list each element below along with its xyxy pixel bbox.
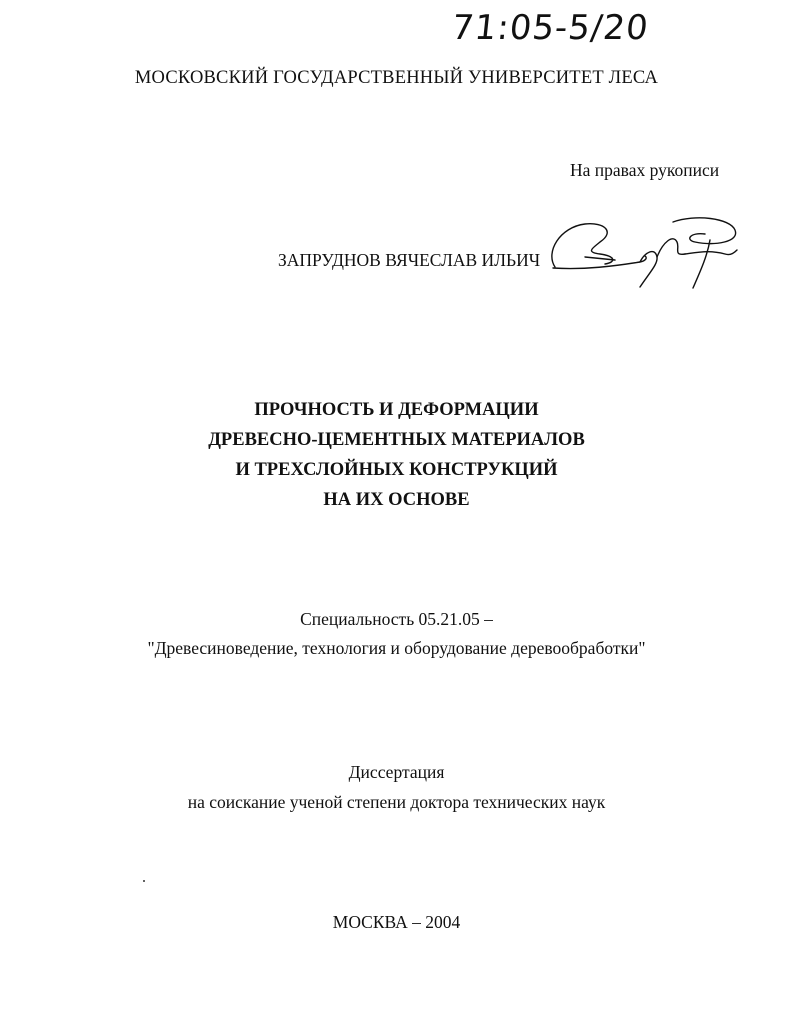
dissertation-title-line-2: ДРЕВЕСНО-ЦЕМЕНТНЫХ МАТЕРИАЛОВ	[208, 430, 585, 450]
specialty-code: Специальность 05.21.05 –	[300, 609, 493, 629]
rights-note: На правах рукописи	[570, 160, 720, 180]
city-year: МОСКВА – 2004	[332, 912, 461, 932]
author-signature	[545, 212, 745, 292]
handwritten-catalog-number: 71:05-5/20	[449, 8, 651, 48]
author-name: ЗАПРУДНОВ ВЯЧЕСЛАВ ИЛЬИЧ	[278, 250, 541, 270]
scan-speck	[143, 880, 145, 882]
dissertation-title-line-4: НА ИХ ОСНОВЕ	[323, 490, 470, 510]
degree-sought: на соискание ученой степени доктора технических наук	[187, 792, 606, 812]
dissertation-type: Диссертация	[348, 762, 445, 782]
dissertation-title-line-3: И ТРЕХСЛОЙНЫХ КОНСТРУКЦИЙ	[235, 460, 558, 480]
dissertation-title-line-1: ПРОЧНОСТЬ И ДЕФОРМАЦИИ	[254, 400, 539, 420]
university-name: МОСКОВСКИЙ ГОСУДАРСТВЕННЫЙ УНИВЕРСИТЕТ ЛЕСА	[134, 68, 659, 88]
specialty-name: "Древесиноведение, технология и оборудование деревообработки"	[147, 638, 646, 658]
